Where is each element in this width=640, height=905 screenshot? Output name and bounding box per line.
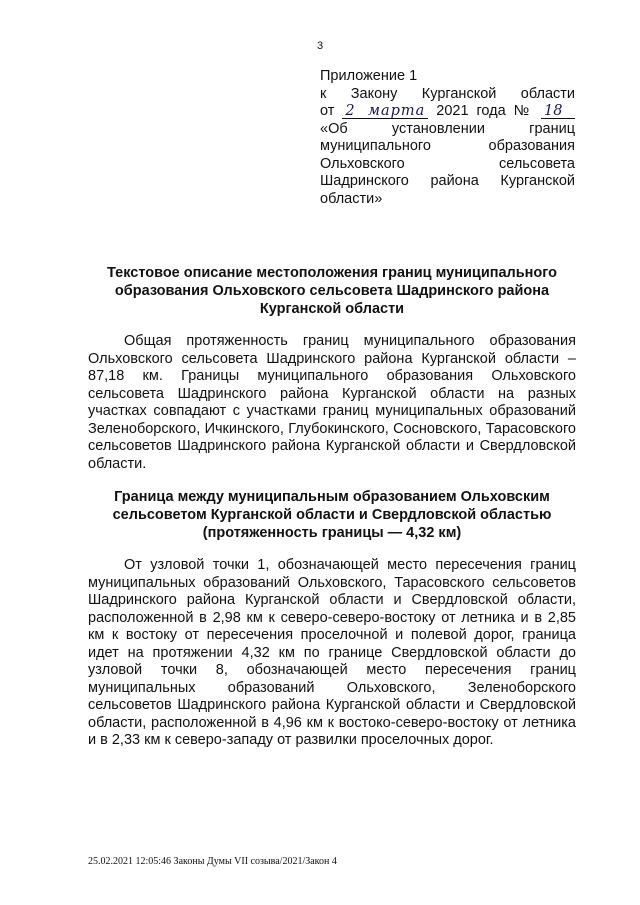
intro-paragraph: Общая протяженность границ муниципального образования Ольховского сельсовета Шадринского района Курганской области – 87,18 км. Границы муниципального образования Ольховского сельсовета Шадринского района Курганской области на разных участках совпадают с участками границ муниципальных образований Зеленоборского, Ичкинского, Глубокинского, Сосновского, Тарасовского сельсоветов Шадринского района Курганской области и Свердловской области.: [88, 333, 576, 472]
annex-line-3: [320, 103, 575, 121]
annex-year-number-label: 2021 года №: [436, 103, 534, 119]
section-paragraph: От узловой точки 1, обозначающей место пересечения границ муниципальных образований Ольховского, Тарасовского сельсоветов Шадринского района Курганской области и Свердловской области, расположенной в 2,98 км к северо-северо-востоку от летника и в 2,85 км к востоку от пересечения проселочной и полевой дорог, граница идет на протяжении 4,32 км по границе Свердловской области до узловой точки 8, обозначающей место пересечения границ муниципальных образований Ольховского, Зеленоборского сельсоветов Шадринского района Курганской области и Свердловской области, расположенной в 4,96 км к востоко-северо-востоку от летника и в 2,33 км к северо-западу от развилки проселочных дорог.: [88, 557, 576, 748]
annex-line-4: «Об установлении границ: [320, 120, 575, 137]
annex-line-7: Шадринского района Курганской: [320, 173, 575, 189]
annex-line-8: области»: [320, 190, 383, 207]
handwritten-date: 2 марта: [342, 104, 428, 119]
document-title: Текстовое описание местоположения границ муниципального образования Ольховского сельсовета Шадринского района Курганской области: [107, 265, 557, 317]
annex-line-5: муниципального образования: [320, 138, 575, 154]
section-title: Граница между муниципальным образованием Ольховским сельсоветом Курганской области и Свердловской областью (протяженность границы — 4,32 км): [112, 489, 552, 541]
annex-date-prefix: от: [320, 103, 335, 119]
annex-header: [320, 68, 575, 208]
annex-line-6: Ольховского сельсовета: [320, 155, 575, 172]
handwritten-law-number: 18: [541, 104, 575, 119]
page-number: 3: [316, 40, 324, 52]
footer-meta: 25.02.2021 12:05:46 Законы Думы VII созыва/2021/Закон 4: [88, 856, 337, 867]
annex-line-2: к Закону Курганской области: [320, 85, 575, 102]
annex-line-1: Приложение 1: [320, 68, 418, 84]
